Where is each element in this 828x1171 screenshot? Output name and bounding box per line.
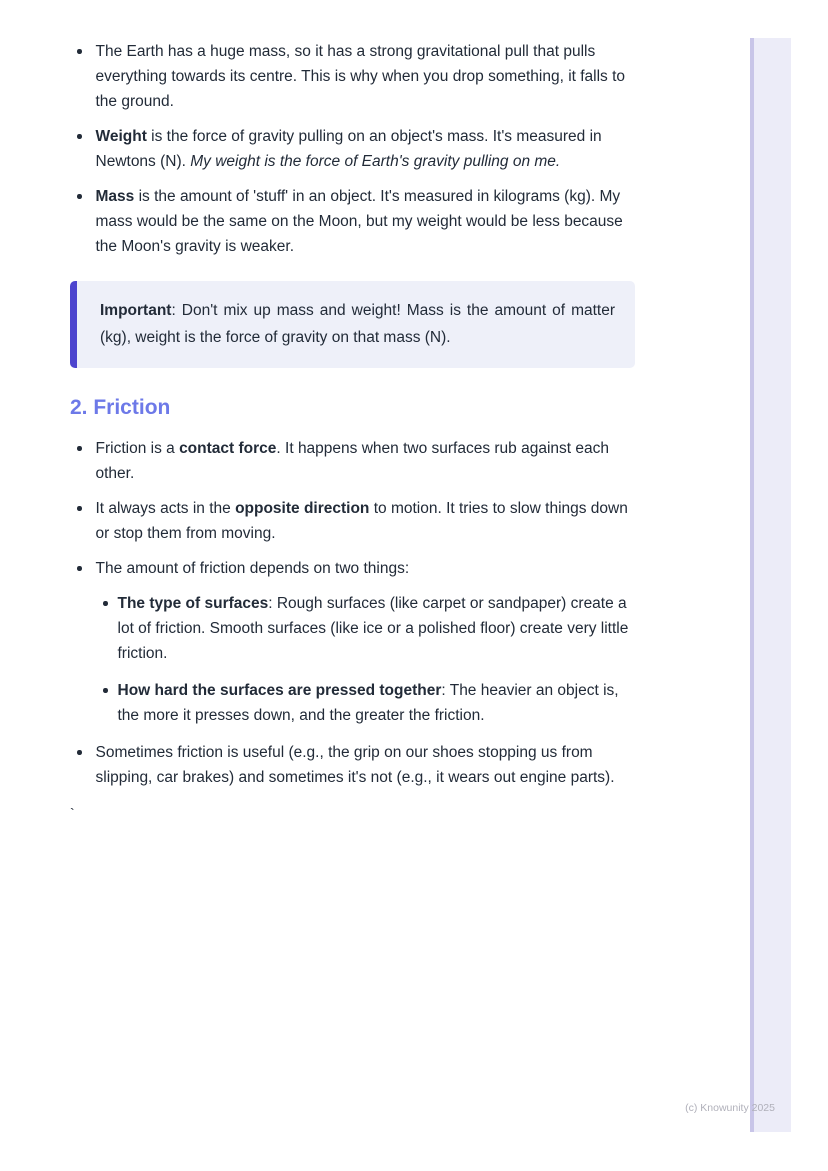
- bullet-marker: [77, 134, 82, 139]
- text-runs: How hard the surfaces are pressed together: The heavier an object is, the more it presses down, and the greater the friction.: [117, 682, 619, 724]
- bullet-item: [70, 39, 635, 114]
- text-runs: The amount of friction depends on two things:: [95, 560, 410, 577]
- section-heading: [70, 395, 635, 421]
- text-runs: Sometimes friction is useful (e.g., the grip on our shoes stopping us from slipping, car brakes) and sometimes it's not (e.g., it wears out engine parts).: [95, 744, 615, 786]
- bullet-marker: [103, 601, 108, 606]
- stray-text: [70, 805, 635, 821]
- bullet-marker: [77, 446, 82, 451]
- text-runs: `: [70, 805, 75, 821]
- bullet-marker: [77, 506, 82, 511]
- footer-credit: (c) Knowunity 2025: [685, 1102, 775, 1114]
- text-runs: Important: Don't mix up mass and weight! Mass is the amount of matter (kg), weight is the force of gravity on that mass (N).: [100, 302, 615, 346]
- bullet-marker: [77, 49, 82, 54]
- text-runs: Friction is a contact force. It happens when two surfaces rub against each other.: [95, 440, 609, 482]
- bullet-item: [99, 678, 635, 728]
- text-runs: Mass is the amount of 'stuff' in an object. It's measured in kilograms (kg). My mass would be the same on the Moon, but my weight would be less because the Moon's gravity is weaker.: [95, 188, 623, 255]
- bullet-item: [99, 591, 635, 666]
- side-strip: [750, 38, 791, 1132]
- content-blocks: [70, 39, 635, 821]
- bullet-marker: [77, 566, 82, 571]
- bullet-item: [70, 436, 635, 486]
- callout-box: [70, 281, 635, 368]
- bullet-item: [70, 184, 635, 259]
- bullet-marker: [103, 688, 108, 693]
- bullet-marker: [77, 750, 82, 755]
- text-runs: Weight is the force of gravity pulling on an object's mass. It's measured in Newtons (N). My weight is the force of Earth's gravity pulling on me.: [95, 128, 602, 170]
- bullet-item: [70, 124, 635, 174]
- text-runs: The Earth has a huge mass, so it has a strong gravitational pull that pulls everything towards its centre. This is why when you drop something, it falls to the ground.: [95, 43, 626, 110]
- text-runs: It always acts in the opposite direction to motion. It tries to slow things down or stop them from moving.: [95, 500, 628, 542]
- text-runs: The type of surfaces: Rough surfaces (like carpet or sandpaper) create a lot of friction. Smooth surfaces (like ice or a polished floor) create very little friction.: [117, 595, 629, 662]
- bullet-item: [70, 740, 635, 790]
- bullet-item: [70, 496, 635, 546]
- text-runs: 2. Friction: [70, 396, 171, 419]
- bullet-item: [70, 556, 635, 581]
- bullet-marker: [77, 194, 82, 199]
